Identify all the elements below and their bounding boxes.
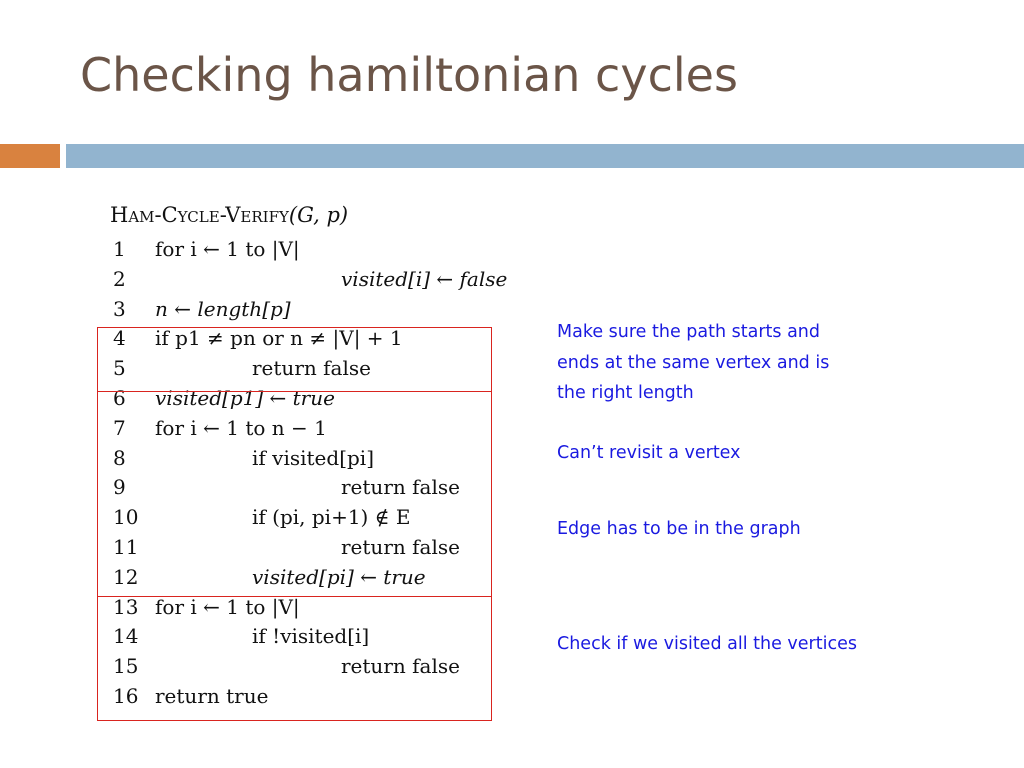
note-line: the right length	[557, 383, 694, 403]
algorithm-params: (G, p)	[288, 203, 349, 227]
line-number: 14	[113, 624, 139, 649]
line-text: return true	[155, 683, 269, 708]
line-text: if p1 ≠ pn or n ≠ |V| + 1	[155, 326, 403, 351]
line-text: return false	[341, 534, 460, 559]
highlight-box-all-visited-check	[97, 596, 492, 721]
line-number: 1	[113, 237, 126, 261]
slide-title: Checking hamiltonian cycles	[80, 48, 738, 102]
highlight-box-revisit-edge-check	[97, 391, 492, 597]
note-path-endpoints	[557, 317, 829, 409]
line-text: return false	[341, 475, 460, 500]
line-number: 16	[113, 683, 139, 708]
algorithm-title	[110, 200, 507, 230]
line-text: visited[i] ← false	[341, 266, 508, 291]
line-text: for i ← 1 to n − 1	[155, 415, 327, 440]
line-text: if !visited[i]	[252, 624, 370, 649]
line-text: for i ← 1 to |V|	[155, 594, 300, 619]
line-number: 5	[113, 356, 126, 381]
line-text: return false	[252, 356, 371, 381]
note-edge-in-graph: Edge has to be in the graph	[557, 519, 801, 539]
line-number: 8	[113, 445, 126, 470]
code-line	[107, 265, 507, 295]
line-text: for i ← 1 to |V|	[155, 237, 300, 261]
algorithm-name: Ham-Cycle-Verify	[110, 203, 289, 227]
line-number: 10	[113, 505, 139, 530]
highlight-box-path-check	[97, 327, 492, 392]
line-text: if (pi, pi+1) ∉ E	[252, 505, 411, 530]
line-number: 13	[113, 594, 139, 619]
accent-bar-orange	[0, 144, 60, 168]
code-line	[107, 295, 507, 325]
line-number: 11	[113, 534, 139, 559]
accent-bar-blue	[66, 144, 1024, 168]
line-text: visited[pi] ← true	[252, 564, 426, 589]
line-number: 7	[113, 415, 126, 440]
line-number: 4	[113, 326, 126, 351]
note-line: ends at the same vertex and is	[557, 352, 830, 373]
line-number: 6	[113, 385, 126, 410]
line-number: 15	[113, 654, 139, 679]
line-text: return false	[341, 654, 460, 679]
note-line: Make sure the path starts and	[557, 322, 821, 342]
code-line	[107, 235, 507, 265]
line-number: 2	[113, 266, 126, 291]
line-text: if visited[pi]	[252, 445, 374, 470]
line-text: n ← length[p]	[155, 296, 291, 321]
note-all-visited: Check if we visited all the vertices	[557, 634, 857, 654]
line-number: 12	[113, 564, 139, 589]
line-number: 9	[113, 475, 126, 500]
line-text: visited[p1] ← true	[155, 385, 335, 410]
line-number: 3	[113, 296, 126, 321]
note-no-revisit: Can’t revisit a vertex	[557, 443, 741, 463]
